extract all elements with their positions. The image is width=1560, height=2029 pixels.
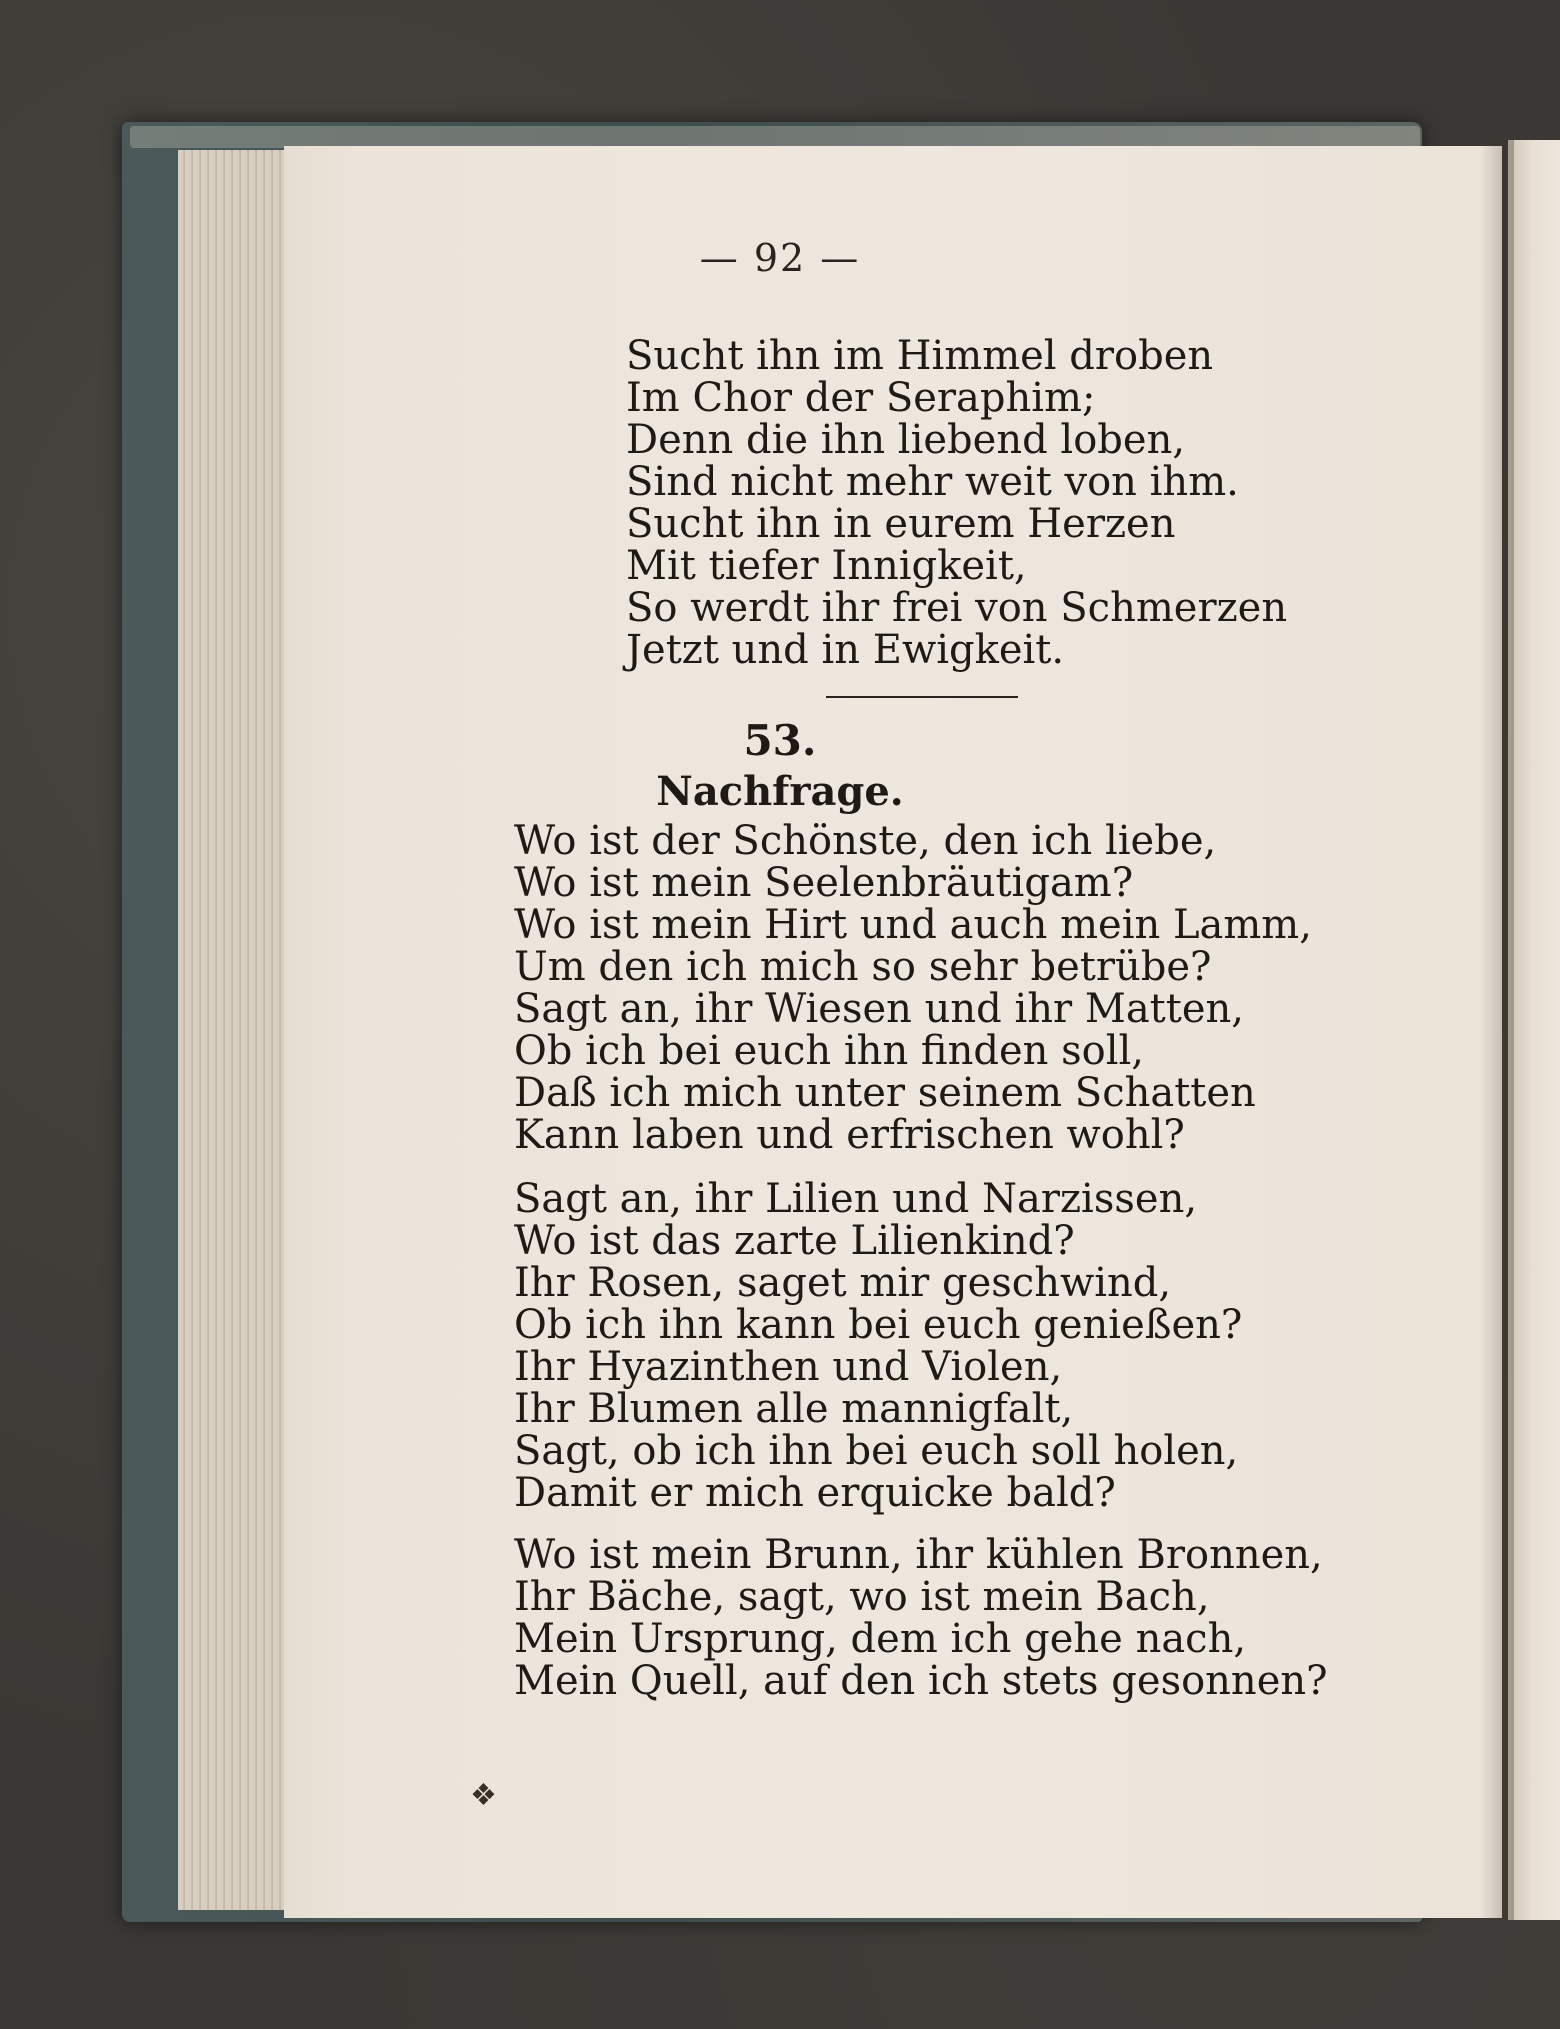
gutter-shadow (1480, 140, 1514, 1920)
section-divider (826, 696, 1018, 698)
stanza (514, 1178, 1242, 1514)
verse-line: Ihr Blumen alle mannigfalt, (514, 1386, 1074, 1432)
facing-page-edge (1508, 140, 1560, 1920)
verse-line: Damit er mich erquicke bald? (514, 1470, 1116, 1516)
verse-line: Denn die ihn liebend loben, (626, 417, 1186, 463)
hymn-title: Nachfrage. (656, 768, 904, 815)
verse-line: Wo ist das zarte Lilienkind? (514, 1218, 1075, 1264)
verse-line: Wo ist mein Seelenbräutigam? (514, 860, 1134, 906)
verse-line: Sagt an, ihr Lilien und Narzissen, (514, 1176, 1198, 1222)
verse-line: Wo ist der Schönste, den ich liebe, (514, 818, 1217, 864)
verse-line: Wo ist mein Brunn, ihr kühlen Bronnen, (514, 1532, 1323, 1578)
verse-line: Ihr Bäche, sagt, wo ist mein Bach, (514, 1574, 1210, 1620)
verse-line: Daß ich mich unter seinem Schatten (514, 1070, 1256, 1116)
stanza (514, 820, 1312, 1156)
verse-line: Ihr Hyazinthen und Violen, (514, 1344, 1063, 1390)
verse-line: Kann laben und erfrischen wohl? (514, 1112, 1185, 1158)
verse-line: Mit tiefer Innigkeit, (626, 543, 1027, 589)
verse-line: Sagt, ob ich ihn bei euch soll holen, (514, 1428, 1239, 1474)
ink-speck: ❖ (470, 1778, 497, 1813)
verse-line: Ob ich ihn kann bei euch genießen? (514, 1302, 1243, 1348)
verse-line: Ihr Rosen, saget mir geschwind, (514, 1260, 1172, 1306)
verse-line: Sind nicht mehr weit von ihm. (626, 459, 1239, 505)
verse-line: Jetzt und in Ewigkeit. (626, 627, 1065, 673)
stanza-continued (626, 335, 1287, 671)
verse-line: So werdt ihr frei von Schmerzen (626, 585, 1288, 631)
verse-line: Um den ich mich so sehr betrübe? (514, 944, 1212, 990)
hymn-number: 53. (743, 716, 817, 765)
verse-line: Wo ist mein Hirt und auch mein Lamm, (514, 902, 1312, 948)
stanza (514, 1534, 1328, 1702)
verse-line: Sagt an, ihr Wiesen und ihr Matten, (514, 986, 1244, 1032)
verse-line: Mein Ursprung, dem ich gehe nach, (514, 1616, 1247, 1662)
verse-line: Sucht ihn im Himmel droben (626, 333, 1214, 379)
verse-line: Sucht ihn in eurem Herzen (626, 501, 1176, 547)
cover-edge (130, 126, 1420, 148)
verse-line: Mein Quell, auf den ich stets gesonnen? (514, 1658, 1328, 1704)
page-edges (178, 150, 288, 1910)
page-number: — 92 — (699, 236, 861, 280)
verse-line: Ob ich bei euch ihn finden soll, (514, 1028, 1145, 1074)
verse-line: Im Chor der Seraphim; (626, 375, 1096, 421)
